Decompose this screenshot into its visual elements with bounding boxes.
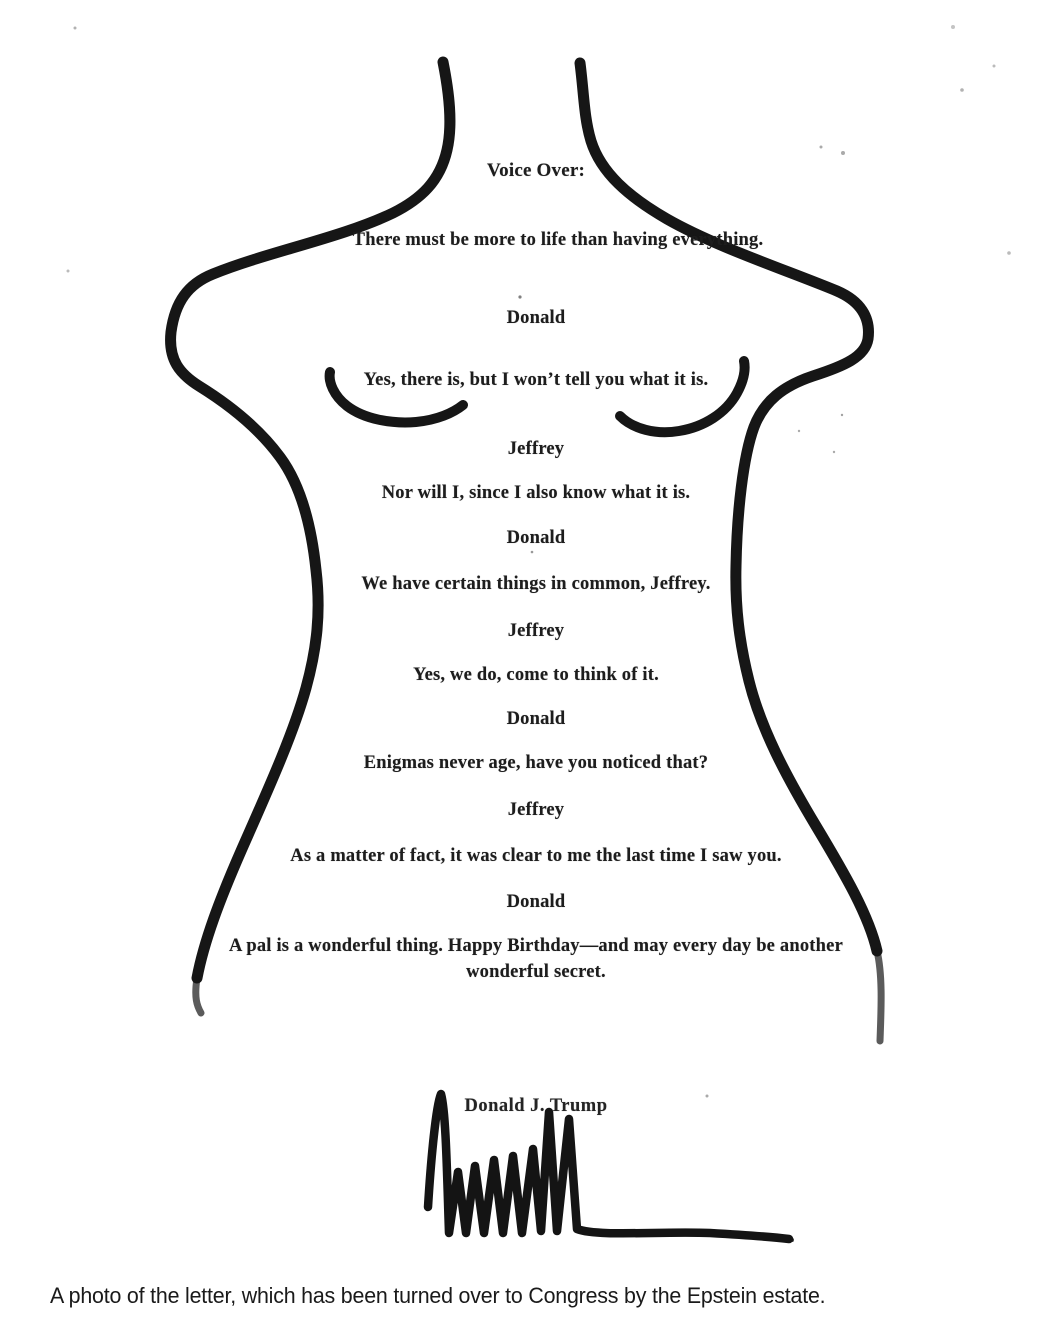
typed-signature-name: Donald J. Trump [464, 1096, 608, 1116]
letter-line-speaker: Jeffrey [507, 800, 565, 820]
left-breast-stroke [330, 372, 463, 422]
letter-line-speaker: Donald [506, 308, 566, 328]
letter-line-dialogue: Nor will I, since I also know what it is. [381, 483, 691, 503]
right-breast-stroke [620, 361, 745, 432]
letter-line-dialogue: A pal is a wonderful thing. Happy Birthday—and may every day be another wonderful secret. [229, 936, 843, 982]
letter-line-voice-over: Voice Over: [486, 160, 586, 181]
signature-stroke [428, 1094, 789, 1239]
torso-outline-right-tail [877, 951, 881, 1041]
letter-line-dialogue: Yes, we do, come to think of it. [413, 665, 659, 685]
signature-drawing [428, 1094, 792, 1240]
letter-line-dialogue: We have certain things in common, Jeffrey. [361, 574, 711, 594]
letter-line-dialogue: As a matter of fact, it was clear to me the last time I saw you. [290, 846, 782, 866]
letter-line-speaker: Donald [506, 528, 566, 548]
letter-line-speaker: Jeffrey [507, 439, 565, 459]
torso-outline-left [171, 62, 450, 978]
photo-caption: A photo of the letter, which has been turned over to Congress by the Epstein estate. [50, 1283, 826, 1308]
torso-outline-left-tail [196, 978, 201, 1013]
letter-line-dialogue: Enigmas never age, have you noticed that? [363, 753, 709, 773]
letter-line-dialogue: There must be more to life than having everything. [352, 230, 764, 250]
torso-outline-drawing [171, 62, 882, 1041]
letter-line-speaker: Jeffrey [507, 621, 565, 641]
torso-outline-right [580, 63, 877, 951]
letter-line-dialogue: Yes, there is, but I won’t tell you what it is. [363, 370, 709, 390]
letter-line-speaker: Donald [506, 709, 566, 729]
letter-line-speaker: Donald [506, 892, 566, 912]
